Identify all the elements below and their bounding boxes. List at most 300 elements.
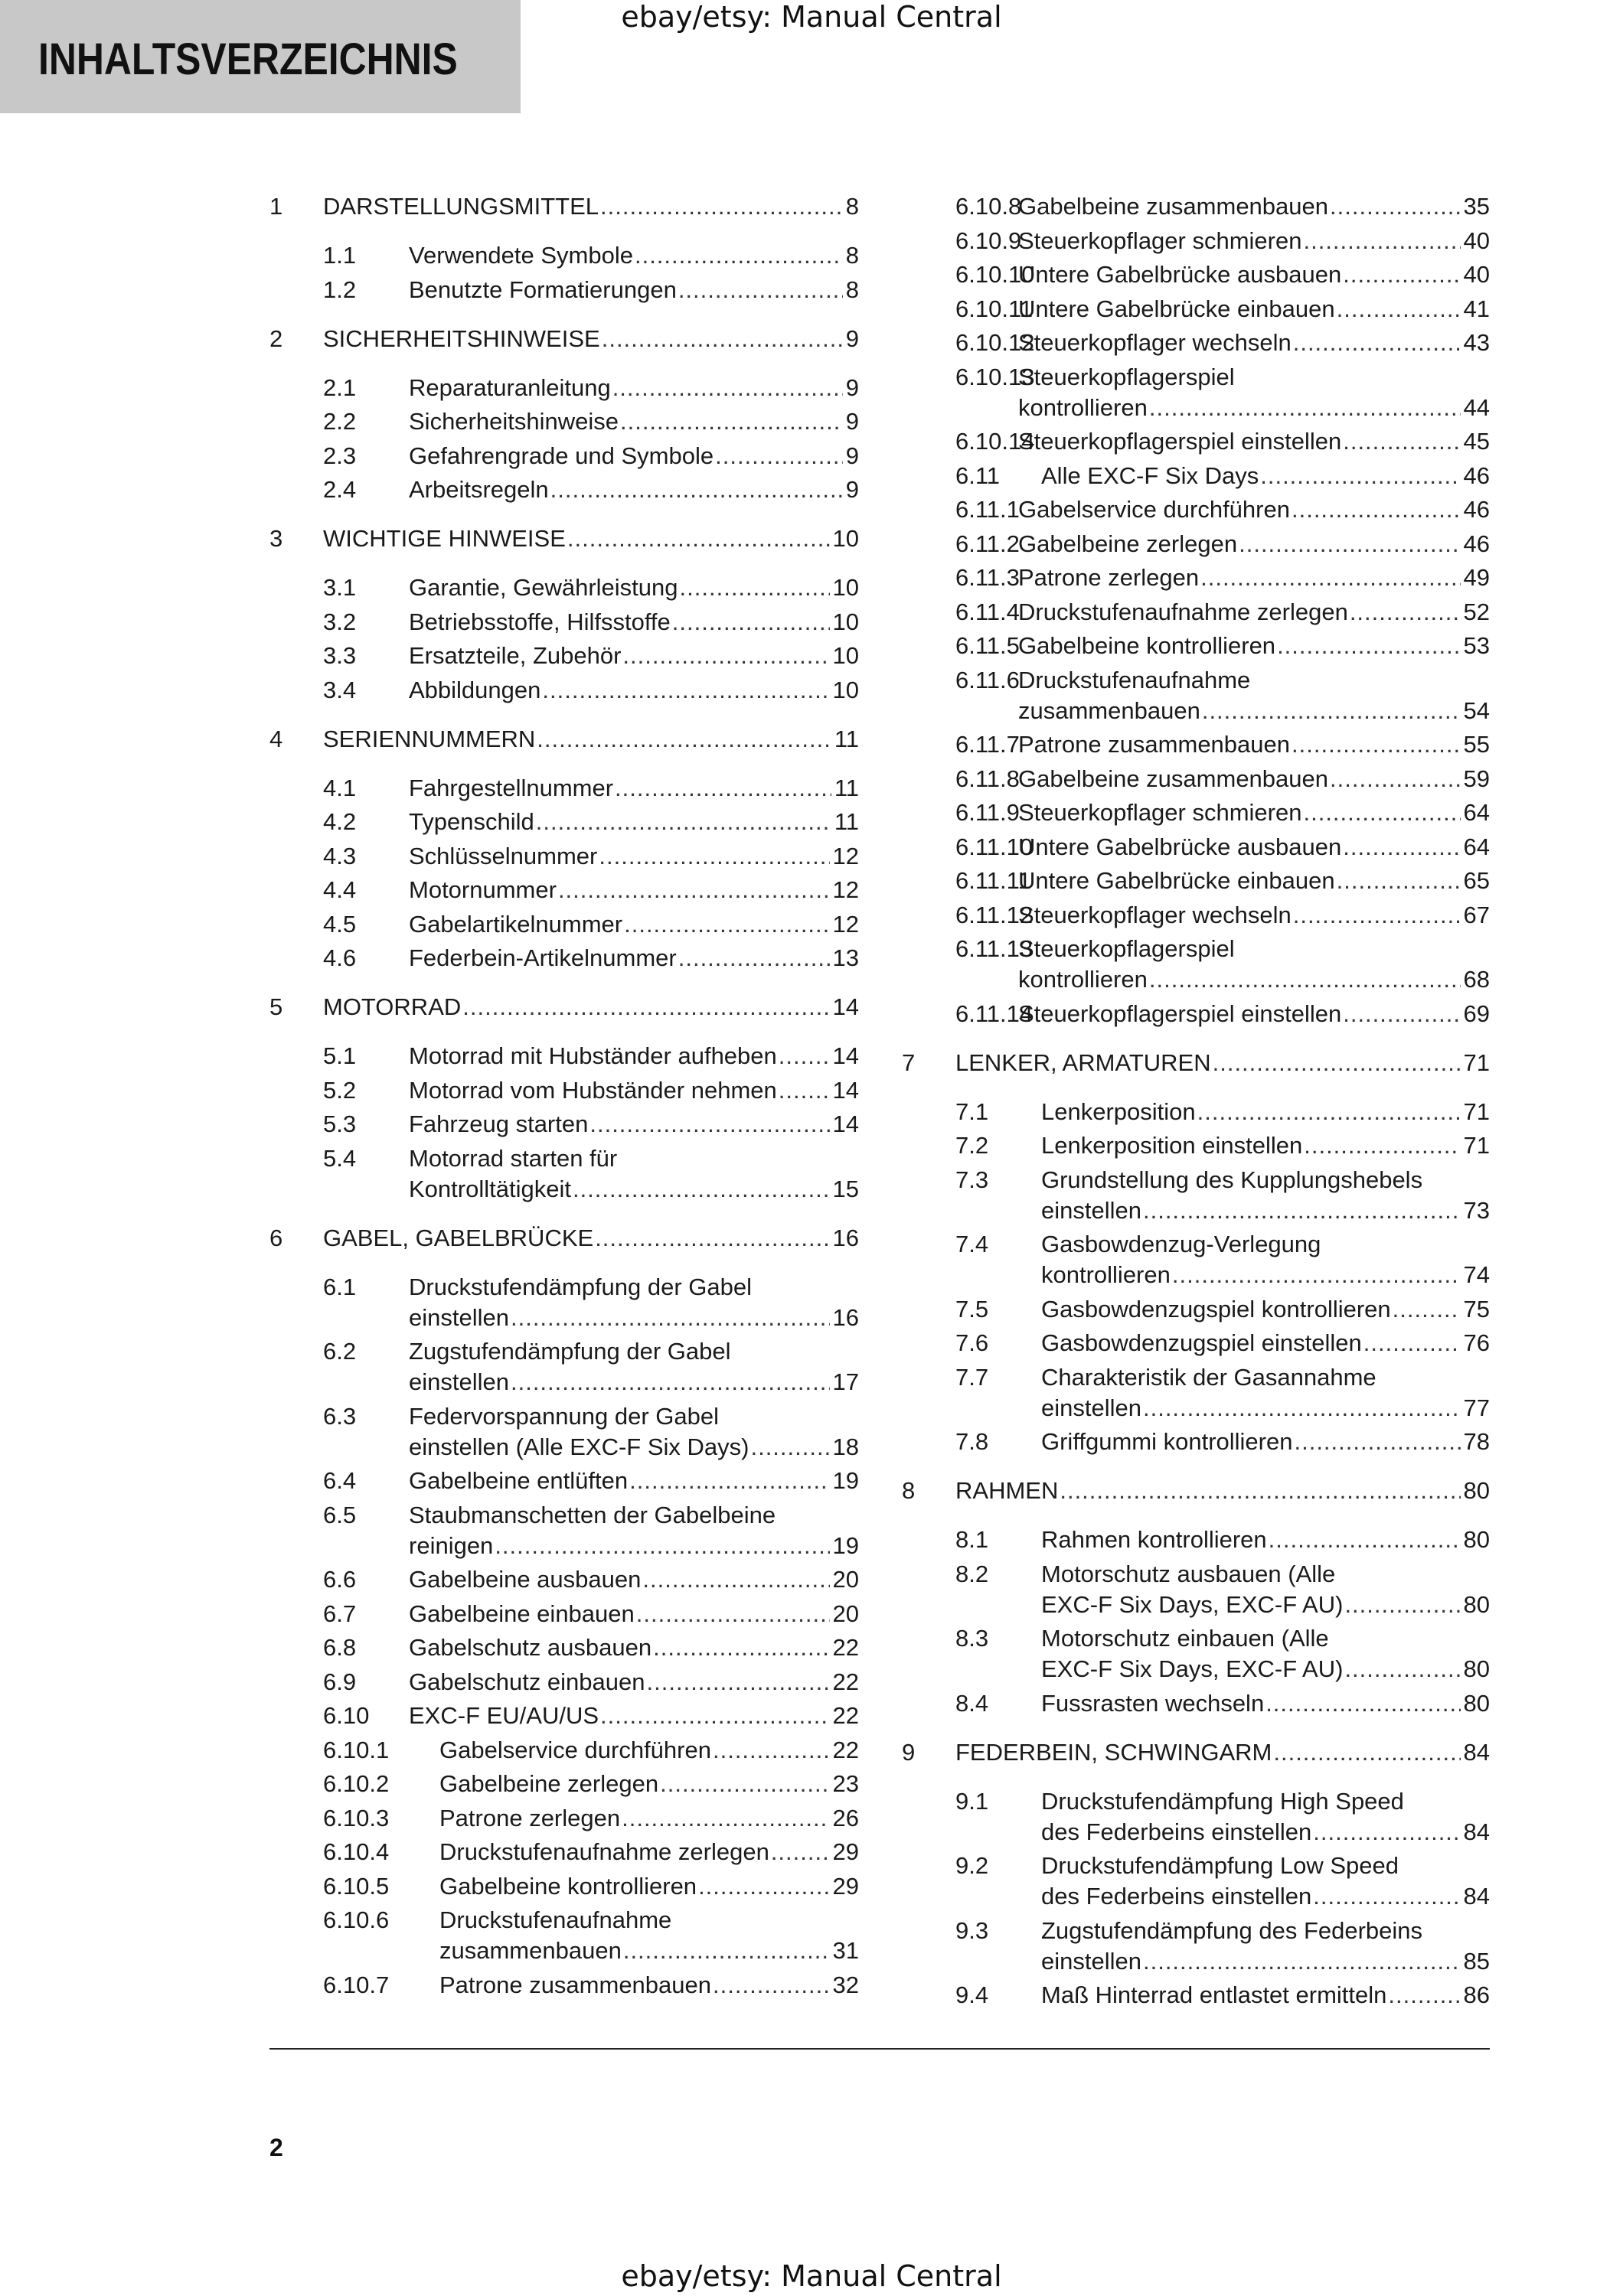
toc-page-number: 69 [1463,1000,1490,1027]
toc-page-number: 53 [1463,632,1490,659]
toc-page-number: 10 [832,676,859,703]
toc-page-number: 17 [832,1368,859,1395]
toc-title: Gasbowdenzugspiel einstellen [1041,1329,1362,1356]
toc-title: Benutzte Formatierungen [409,276,677,303]
toc-title: Zugstufendämpfung des Federbeins [1041,1916,1423,1944]
toc-page-number: 26 [832,1804,859,1831]
toc-title: kontrollieren [1018,966,1148,993]
toc-page-number: 40 [1463,227,1490,254]
toc-title: EXC-F EU/AU/US [409,1702,599,1729]
toc-number: 4.4 [323,876,357,903]
toc-page-number: 22 [832,1634,859,1661]
dot-leader [623,1936,830,1966]
toc-title: Schlüsselnummer [409,842,598,869]
toc-number: 9.1 [955,1787,989,1815]
toc-title: Charakteristik der Gasannahme [1041,1363,1376,1391]
toc-page-number: 16 [832,1224,859,1251]
toc-page-number: 12 [832,876,859,903]
dot-leader [602,324,843,354]
dot-leader [1143,1946,1461,1977]
toc-title: Gefahrengrade und Symbole [409,442,714,469]
watermark-top: ebay/etsy: Manual Central [621,0,1002,34]
dot-leader [1143,1195,1461,1226]
toc-number: 6.1 [323,1273,357,1300]
toc-page-number: 84 [1463,1738,1490,1766]
toc-number: 5.3 [323,1110,357,1137]
toc-page-number: 11 [834,774,859,801]
toc-page-number: 10 [832,608,859,635]
dot-leader [750,1432,829,1463]
toc-title: Staubmanschetten der Gabelbeine [409,1501,776,1528]
toc-page-number: 80 [1463,1590,1490,1618]
toc-page-number: 22 [832,1668,859,1695]
toc-title: Steuerkopflager wechseln [1018,329,1292,356]
toc-page-number: 80 [1463,1655,1490,1682]
dot-leader [1344,1590,1460,1620]
toc-page-number: 75 [1463,1295,1490,1322]
toc-number: 4.5 [323,910,357,938]
toc-page-number: 73 [1463,1196,1490,1224]
toc-number: 7.5 [955,1295,989,1322]
toc-number: 6.11.10 [955,833,1034,860]
dot-leader [1350,597,1461,628]
toc-page-number: 71 [1463,1049,1490,1076]
dot-leader [1273,1737,1460,1768]
page-title: INHALTSVERZEICHNIS [38,34,458,84]
toc-page-number: 45 [1463,428,1490,455]
toc-number: 6.10.14 [955,428,1035,455]
toc-number: 6.10.11 [955,295,1034,322]
toc-page-number: 65 [1463,867,1490,894]
dot-leader [1149,964,1461,995]
toc-title: des Federbeins einstellen [1041,1818,1312,1845]
toc-page-number: 15 [832,1175,859,1202]
dot-leader [1330,764,1461,794]
toc-number: 1.1 [323,242,357,269]
toc-page-number: 77 [1463,1394,1490,1421]
dot-leader [1293,900,1461,931]
dot-leader [1337,866,1461,896]
dot-leader [511,1367,830,1397]
dot-leader [1292,494,1461,525]
toc-number: 6.10.13 [955,363,1035,390]
toc-number: 6.10.7 [323,1971,390,1998]
dot-leader [678,943,830,974]
toc-page-number: 43 [1463,329,1490,356]
dot-leader [615,773,831,804]
dot-leader [567,523,830,554]
toc-title: Grundstellung des Kupplungshebels [1041,1166,1423,1193]
toc-title: EXC-F Six Days, EXC-F AU) [1041,1655,1344,1682]
toc-number: 3.2 [323,608,357,635]
toc-number: 2.2 [323,408,357,435]
toc-number: 6.4 [323,1467,357,1494]
toc-title: einstellen [1041,1196,1141,1224]
toc-page-number: 11 [834,808,859,835]
toc-number: 5.2 [323,1076,357,1104]
dot-leader [1200,563,1460,593]
toc-page-number: 71 [1463,1132,1490,1159]
toc-title: Druckstufenaufnahme zerlegen [1018,598,1348,625]
toc-page-number: 71 [1463,1097,1490,1125]
toc-title: DARSTELLUNGSMITTEL [323,193,599,220]
toc-number: 4.3 [323,842,357,869]
toc-number: 6.11.8 [955,765,1020,792]
dot-leader [600,191,843,222]
dot-leader [1363,1328,1461,1358]
toc-page-number: 14 [832,1110,859,1137]
toc-title: Untere Gabelbrücke ausbauen [1018,833,1342,860]
toc-title: Maß Hinterrad entlastet ermitteln [1041,1981,1387,2008]
dot-leader [1265,1688,1460,1719]
toc-page-number: 22 [832,1736,859,1763]
toc-number: 6.3 [323,1402,357,1430]
toc-number: 9.2 [955,1852,989,1879]
toc-page-number: 22 [832,1702,859,1729]
toc-number: 9.4 [955,1981,989,2008]
toc-page-number: 18 [832,1433,859,1460]
dot-leader [1393,1294,1461,1325]
toc-title: SERIENNUMMERN [323,725,536,752]
toc-number: 6.11.11 [955,867,1031,894]
toc-title: Druckstufendämpfung Low Speed [1041,1852,1399,1879]
dot-leader [1143,1393,1461,1424]
toc-title: Gabelschutz ausbauen [409,1634,652,1661]
toc-number: 3.4 [323,676,357,703]
toc-title: Druckstufendämpfung der Gabel [409,1273,753,1300]
dot-leader [595,1223,829,1254]
toc-title: Typenschild [409,808,534,835]
toc-number: 3.1 [323,574,357,601]
toc-number: 7.1 [955,1097,989,1125]
dot-leader [536,807,831,837]
toc-number: 7.3 [955,1166,989,1193]
toc-title: Lenkerposition [1041,1097,1196,1125]
dot-leader [537,724,831,755]
toc-number: 6.10.12 [955,329,1035,356]
toc-title: Motorrad vom Hubständer nehmen [409,1076,777,1104]
toc-number: 5.1 [323,1042,357,1069]
toc-page-number: 78 [1463,1428,1490,1455]
dot-leader [1313,1817,1460,1848]
dot-leader [1239,529,1460,559]
toc-number: 7.7 [955,1363,989,1391]
toc-title: Patrone zusammenbauen [439,1971,712,1998]
dot-leader [1337,294,1461,325]
toc-title: Patrone zerlegen [439,1804,621,1831]
dot-leader [620,406,843,437]
toc-page-number: 74 [1463,1261,1490,1288]
dot-leader [1388,1980,1460,2011]
dot-leader [1293,328,1461,358]
dot-leader [1303,226,1460,256]
toc-title: Druckstufendämpfung High Speed [1041,1787,1404,1815]
toc-number: 6.10.3 [323,1804,390,1831]
dot-leader [636,1599,830,1629]
toc-page-number: 11 [834,725,859,752]
toc-page-number: 68 [1463,966,1490,993]
dot-leader [1330,191,1461,222]
toc-number: 6.10.9 [955,227,1022,254]
toc-page-number: 9 [845,325,859,352]
dot-leader [600,1701,829,1731]
toc-title: Federbein-Artikelnummer [409,944,677,971]
toc-number: 6.10 [323,1702,370,1729]
dot-leader [1343,259,1460,290]
toc-number: 6.10.8 [955,193,1022,220]
toc-number: 6.11 [955,461,1001,489]
toc-number: 8.1 [955,1526,989,1553]
toc-page-number: 12 [832,910,859,938]
toc-page-number: 14 [832,1076,859,1104]
toc-page-number: 8 [845,242,859,269]
toc-number: 6.11.13 [955,935,1034,962]
toc-page-number: 55 [1463,731,1490,758]
dot-leader [779,1041,830,1071]
toc-title: Motorschutz einbauen (Alle [1041,1625,1329,1652]
toc-page-number: 16 [832,1303,859,1331]
toc-title: Sicherheitshinweise [409,408,619,435]
toc-title: kontrollieren [1018,393,1148,421]
dot-leader [1202,696,1461,726]
toc-page-number: 67 [1463,901,1490,928]
toc-page-number: 41 [1463,295,1490,322]
toc-title: Gabelbeine einbauen [409,1600,635,1627]
toc-title: Gabelbeine kontrollieren [439,1872,697,1900]
toc-page-number: 31 [832,1937,859,1964]
dot-leader [1344,1654,1460,1684]
toc-title: Garantie, Gewährleistung [409,574,678,601]
toc-page-number: 29 [832,1838,859,1865]
toc-page-number: 46 [1463,461,1490,489]
toc-page-number: 40 [1463,261,1490,288]
toc-title: Patrone zerlegen [1018,564,1200,591]
dot-leader [629,1466,829,1496]
dot-leader [672,607,830,638]
dot-leader [642,1564,829,1595]
toc-number: 6.6 [323,1566,357,1593]
dot-leader [1292,729,1461,760]
toc-page-number: 10 [832,525,859,552]
toc-page-number: 76 [1463,1329,1490,1356]
toc-title: Gabelschutz einbauen [409,1668,645,1695]
toc-number: 8.4 [955,1689,989,1717]
dot-leader [1197,1097,1461,1127]
dot-leader [624,909,829,940]
toc-number: 7.8 [955,1428,989,1455]
toc-title: Rahmen kontrollieren [1041,1526,1267,1553]
toc-page-number: 54 [1463,696,1490,724]
toc-number: 6.7 [323,1600,357,1627]
toc-page-number: 20 [832,1566,859,1593]
toc-page-number: 14 [832,1042,859,1069]
toc-title: Betriebsstoffe, Hilfsstoffe [409,608,671,635]
toc-number: 2 [269,325,283,352]
dot-leader [1313,1881,1460,1912]
watermark-bottom: ebay/etsy: Manual Central [621,2259,1002,2293]
toc-title: Fussrasten wechseln [1041,1689,1265,1717]
dot-leader [713,1735,830,1766]
dot-leader [599,841,829,872]
toc-title: Gabelservice durchführen [1018,496,1290,523]
toc-page-number: 8 [845,276,859,303]
toc-number: 3.3 [323,642,357,669]
toc-title: Reparaturanleitung [409,373,611,401]
toc-title: Motorschutz ausbauen (Alle [1041,1560,1336,1587]
toc-number: 6.11.2 [955,530,1020,557]
toc-number: 7 [902,1049,916,1076]
toc-page-number: 9 [845,408,859,435]
toc-number: 6.10.1 [323,1736,390,1763]
toc-number: 4 [269,725,283,752]
dot-leader [647,1667,830,1698]
toc-number: 6.11.5 [955,632,1020,659]
toc-number: 1 [269,193,283,220]
toc-number: 6.10.6 [323,1906,390,1933]
toc-title: Motorrad mit Hubständer aufheben [409,1042,777,1069]
toc-title: EXC-F Six Days, EXC-F AU) [1041,1590,1344,1618]
toc-number: 7.6 [955,1329,989,1356]
toc-title: Griffgummi kontrollieren [1041,1428,1293,1455]
dot-leader [771,1837,830,1867]
toc-title: SICHERHEITSHINWEISE [323,325,600,352]
page-number: 2 [269,2134,283,2161]
toc-number: 2.4 [323,476,357,503]
toc-page-number: 12 [832,842,859,869]
toc-page-number: 84 [1463,1883,1490,1910]
toc-title: Steuerkopflager schmieren [1018,799,1302,826]
dot-leader [622,1803,829,1834]
dot-leader [1149,393,1461,423]
dot-leader [511,1303,830,1333]
toc-title: kontrollieren [1041,1261,1171,1288]
toc-title: Ersatzteile, Zubehör [409,642,622,669]
toc-title: Alle EXC-F Six Days [1041,461,1259,489]
toc-number: 6.11.9 [955,799,1020,826]
toc-page-number: 32 [832,1971,859,1998]
toc-number: 4.1 [323,774,357,801]
toc-title: Motorrad starten für [409,1144,618,1172]
toc-title: einstellen [409,1368,509,1395]
toc-page-number: 49 [1463,564,1490,591]
dot-leader [573,1174,830,1205]
dot-leader [653,1632,829,1663]
toc-title: WICHTIGE HINWEISE [323,525,566,552]
toc-number: 5 [269,993,283,1020]
toc-page-number: 19 [832,1467,859,1494]
dot-leader [622,641,829,671]
toc-page-number: 10 [832,574,859,601]
dot-leader [1213,1048,1461,1078]
toc-number: 6.10.2 [323,1770,390,1797]
toc-title: einstellen (Alle EXC-F Six Days) [409,1433,749,1460]
toc-title: Untere Gabelbrücke einbauen [1018,867,1335,894]
toc-title: Kontrolltätigkeit [409,1175,571,1202]
dot-leader [558,875,830,905]
dot-leader [1343,999,1460,1029]
toc-title: Gabelbeine ausbauen [409,1566,642,1593]
toc-number: 3 [269,525,283,552]
dot-leader [779,1075,830,1106]
toc-number: 6.11.12 [955,901,1034,928]
toc-page-number: 86 [1463,1981,1490,2008]
toc-title: Lenkerposition einstellen [1041,1132,1303,1159]
toc-page-number: 19 [832,1531,859,1559]
dot-leader [660,1769,829,1799]
dot-leader [680,572,830,603]
toc-page-number: 10 [832,642,859,669]
dot-leader [678,275,843,305]
toc-title: Gabelservice durchführen [439,1736,711,1763]
dot-leader [1343,832,1460,863]
toc-number: 7.2 [955,1132,989,1159]
toc-title: Fahrgestellnummer [409,774,614,801]
toc-number: 4.6 [323,944,357,971]
toc-title: Druckstufenaufnahme [1018,666,1251,693]
toc-number: 9 [902,1738,916,1766]
toc-title: Steuerkopflagerspiel einstellen [1018,1000,1342,1027]
dot-leader [715,441,843,471]
dot-leader [462,992,829,1022]
toc-title: RAHMEN [955,1477,1059,1504]
toc-title: Motornummer [409,876,557,903]
toc-title: reinigen [409,1531,494,1559]
toc-title: Untere Gabelbrücke einbauen [1018,295,1335,322]
dot-leader [1294,1427,1460,1457]
toc-page-number: 85 [1463,1947,1490,1975]
toc-title: Gabelbeine entlüften [409,1467,629,1494]
toc-number: 8 [902,1477,916,1504]
toc-title: Gabelbeine zusammenbauen [1018,765,1328,792]
toc-title: FEDERBEIN, SCHWINGARM [955,1738,1272,1766]
toc-title: Arbeitsregeln [409,476,549,503]
toc-title: Gabelbeine zerlegen [1018,530,1238,557]
toc-page-number: 46 [1463,496,1490,523]
toc-page-number: 46 [1463,530,1490,557]
dot-leader [1172,1260,1461,1290]
toc-number: 5.4 [323,1144,357,1172]
dot-leader [612,373,843,403]
toc-page-number: 35 [1463,193,1490,220]
toc-number: 6.11.14 [955,1000,1034,1027]
toc-page-number: 9 [845,476,859,503]
toc-number: 1.2 [323,276,357,303]
toc-title: einstellen [409,1303,509,1331]
toc-title: des Federbeins einstellen [1041,1883,1312,1910]
toc-number: 6.8 [323,1634,357,1661]
footer-divider [269,2048,1490,2050]
toc-number: 6.9 [323,1668,357,1695]
toc-title: Abbildungen [409,676,541,703]
toc-title: Untere Gabelbrücke ausbauen [1018,261,1342,288]
toc-number: 4.2 [323,808,357,835]
toc-title: Gasbowdenzug-Verlegung [1041,1231,1321,1257]
toc-page-number: 59 [1463,765,1490,792]
toc-title: einstellen [1041,1394,1141,1421]
toc-number: 9.3 [955,1916,989,1944]
toc-title: Steuerkopflagerspiel [1018,363,1235,390]
toc-page-number: 64 [1463,799,1490,826]
toc-number: 6.11.7 [955,731,1020,758]
toc-number: 6.10.4 [323,1838,390,1865]
toc-page-number: 80 [1463,1689,1490,1717]
toc-title: GABEL, GABELBRÜCKE [323,1224,594,1251]
toc-title: Druckstufenaufnahme [439,1906,672,1933]
toc-page-number: 64 [1463,833,1490,860]
toc-title: Steuerkopflagerspiel [1018,935,1235,962]
toc-title: LENKER, ARMATUREN [955,1049,1211,1076]
toc-title: Gabelartikelnummer [409,910,623,938]
